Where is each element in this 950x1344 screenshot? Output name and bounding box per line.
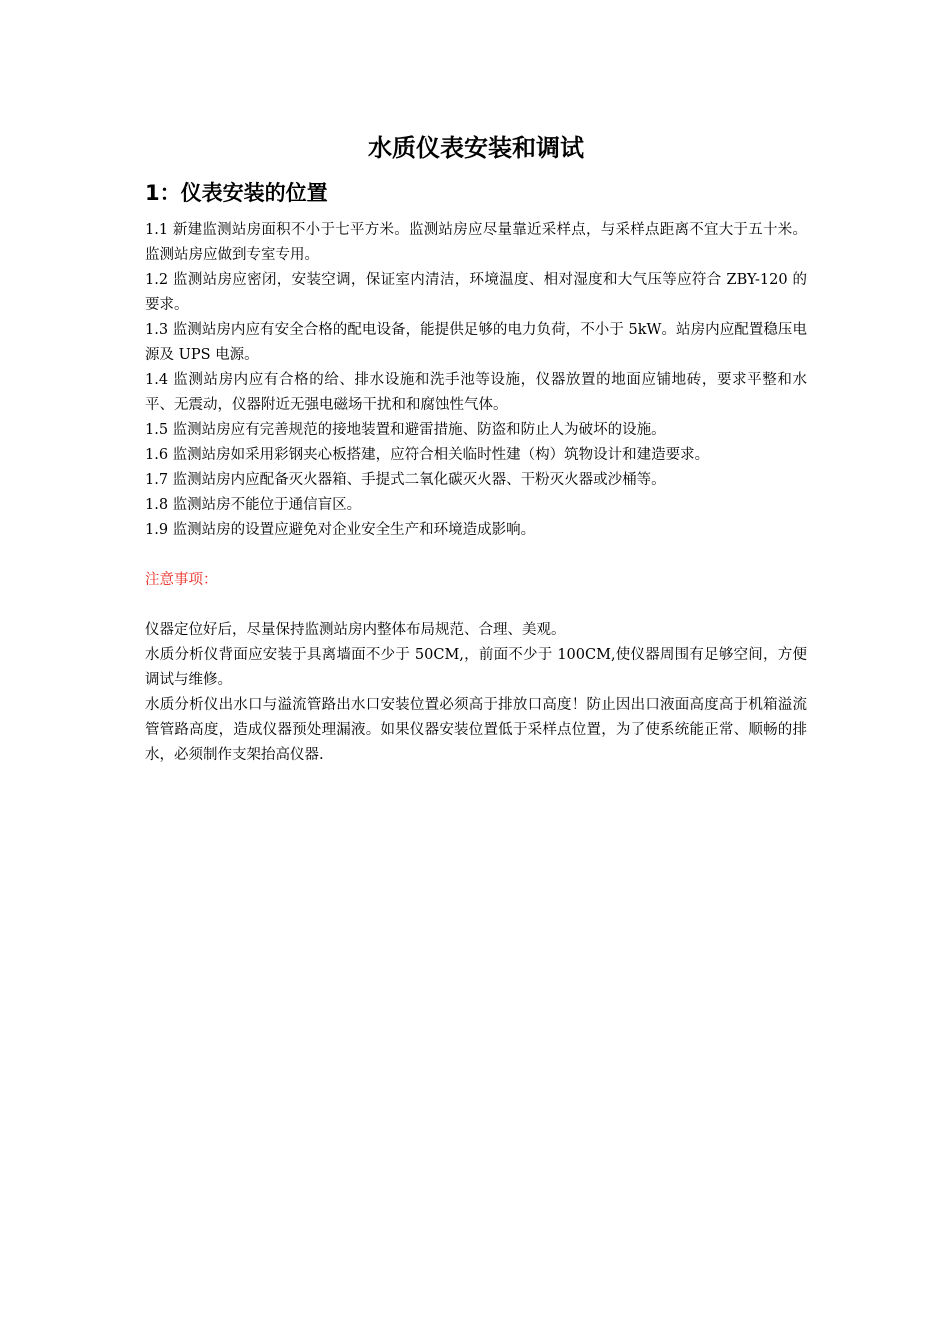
requirement-item-1-9: 1.9 监测站房的设置应避免对企业安全生产和环境造成影响。: [145, 522, 536, 538]
notice-item: 仪器定位好后，尽量保持监测站房内整体布局规范、合理、美观。: [145, 622, 566, 638]
notice-list: [145, 618, 807, 768]
requirement-item-1-4: 1.4 监测站房内应有合格的给、排水设施和洗手池等设施，仪器放置的地面应铺地砖，要求平整和水平、无震动，仪器附近无强电磁场干扰和和腐蚀性气体。: [145, 372, 807, 413]
requirement-item-1-5: 1.5 监测站房应有完善规范的接地装置和避雷措施、防盗和防止人为破坏的设施。: [145, 422, 666, 438]
requirement-item-1-8: 1.8 监测站房不能位于通信盲区。: [145, 497, 362, 513]
requirement-item-1-1: 1.1 新建监测站房面积不小于七平方米。监测站房应尽量靠近采样点，与采样点距离不宜大于五十米。监测站房应做到专室专用。: [145, 222, 807, 263]
requirement-item-1-2: 1.2 监测站房应密闭，安装空调，保证室内清洁，环境温度、相对湿度和大气压等应符合 ZBY-120 的要求。: [145, 272, 807, 313]
document-title: 水质仪表安装和调试: [368, 134, 584, 162]
requirements-list: [145, 218, 807, 543]
document-body: [145, 128, 807, 768]
requirement-item-1-6: 1.6 监测站房如采用彩钢夹心板搭建，应符合相关临时性建（构）筑物设计和建造要求。: [145, 447, 710, 463]
notice-item: 水质分析仪出水口与溢流管路出水口安装位置必须高于排放口高度！防止因出口液面高度高于机箱溢流管管路高度，造成仪器预处理漏液。如果仪器安装位置低于采样点位置，为了使系统能正常、顺畅的排水，必须制作支架抬高仪器.: [145, 697, 807, 763]
section-heading: 1：仪表安装的位置: [145, 181, 328, 205]
requirement-item-1-3: 1.3 监测站房内应有安全合格的配电设备，能提供足够的电力负荷，不小于 5kW。站房内应配置稳压电源及 UPS 电源。: [145, 322, 807, 363]
notice-heading: 注意事项：: [145, 572, 218, 588]
requirement-item-1-7: 1.7 监测站房内应配备灭火器箱、手提式二氧化碳灭火器、干粉灭火器或沙桶等。: [145, 472, 666, 488]
notice-item: 水质分析仪背面应安装于具离墙面不少于 50CM,，前面不少于 100CM,使仪器周围有足够空间，方便调试与维修。: [145, 647, 807, 688]
